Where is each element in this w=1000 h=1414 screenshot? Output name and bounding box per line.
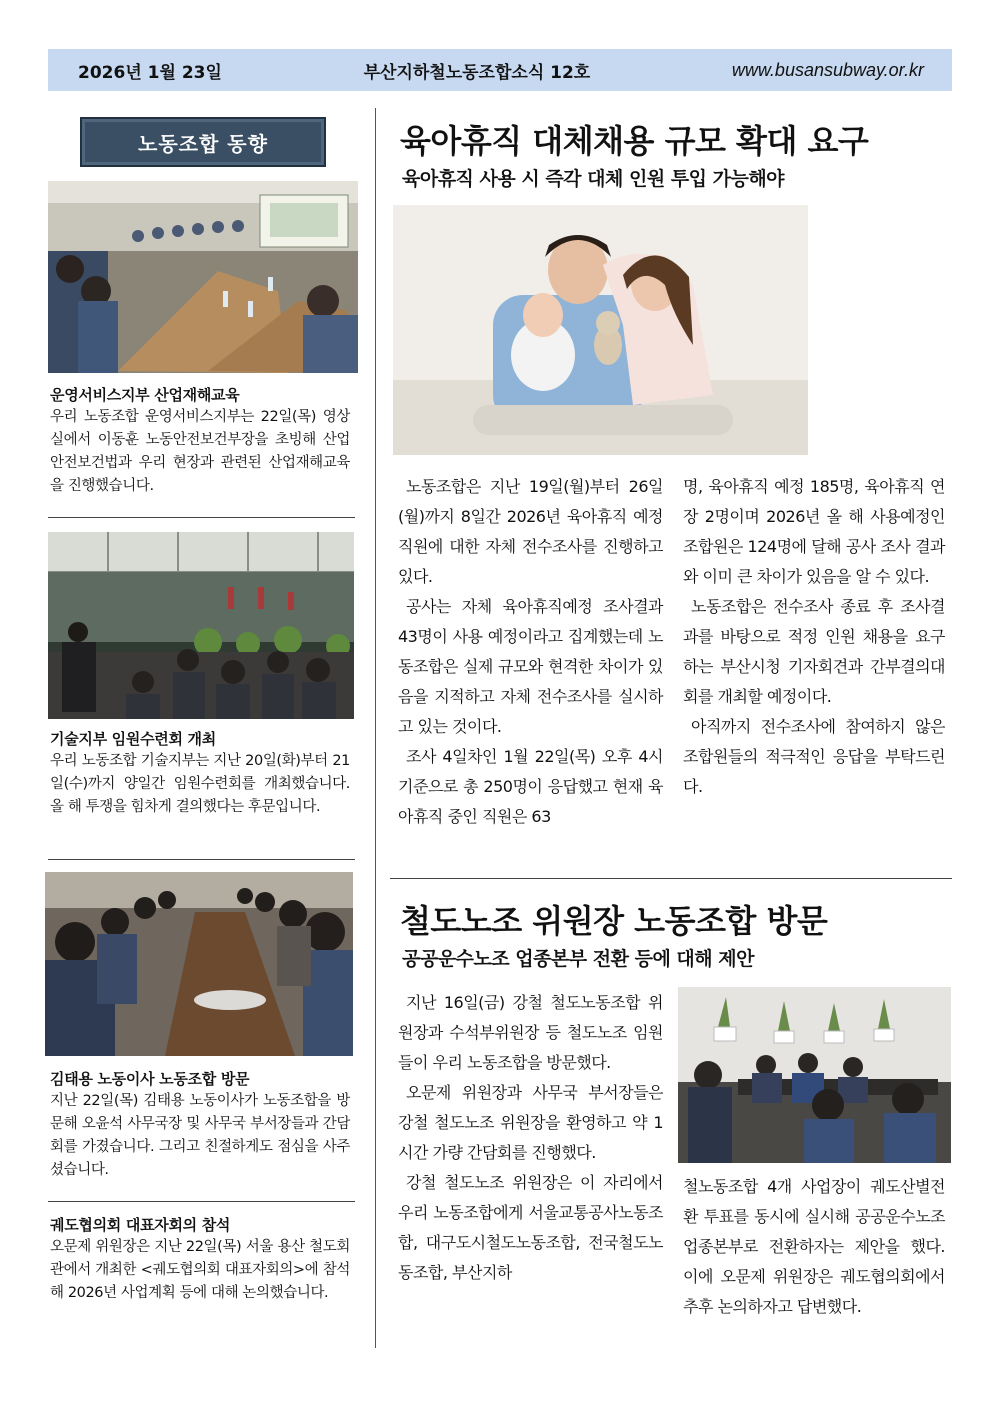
article-subtitle: 공공운수노조 업종본부 전환 등에 대해 제안 xyxy=(402,948,754,970)
article-title: 철도노조 위원장 노동조합 방문 xyxy=(400,902,828,940)
news-item-body: 우리 노동조합 기술지부는 지난 20일(화)부터 21일(수)까지 양일간 임원수련회를 개최했습니다. 올 해 투쟁을 힘차게 결의했다는 후문입니다. xyxy=(50,753,350,815)
section-label: 노동조합 동향 xyxy=(80,117,326,167)
paragraph: 오문제 위원장과 사무국 부서장들은 강철 철도노조 위원장을 환영하고 약 1시간 가량 간담회를 진행했다. xyxy=(398,1083,663,1162)
website-link[interactable]: www.busansubway.or.kr xyxy=(731,59,924,80)
paragraph: 지난 16일(금) 강철 철도노동조합 위원장과 수석부위원장 등 철도노조 임원들이 우리 노동조합을 방문했다. xyxy=(398,993,663,1072)
paragraph: 공사는 자체 육아휴직예정 조사결과 43명이 사용 예정이라고 집계했는데 노동조합은 실제 규모와 현격한 차이가 있음을 지적하고 자체 전수조사를 실시하고 있는 것이다. xyxy=(398,597,663,736)
article2-column-2 xyxy=(683,1172,945,1322)
newsletter-header xyxy=(48,49,952,91)
paragraph: 철노동조합 4개 사업장이 궤도산별전환 투표를 동시에 실시해 공공운수노조 업종본부로 전환하자는 제안을 했다. 이에 오문제 위원장은 궤도협의회에서 추후 논의하자고 답변했다. xyxy=(683,1177,945,1316)
photo-safety-training xyxy=(48,181,358,373)
news-item-title: 김태용 노동이사 노동조합 방문 xyxy=(50,1070,250,1088)
article-divider xyxy=(390,878,952,879)
article1-column-2 xyxy=(683,472,945,802)
item-divider xyxy=(48,517,355,518)
news-item-title: 궤도협의회 대표자회의 참석 xyxy=(50,1216,231,1234)
item-divider xyxy=(48,859,355,860)
column-divider xyxy=(375,108,376,1348)
article1-column-1 xyxy=(398,472,663,832)
issue-date: 2026년 1월 23일 xyxy=(78,62,222,83)
news-item-title: 기술지부 임원수련회 개최 xyxy=(50,730,216,748)
paragraph: 노동조합은 전수조사 종료 후 조사결과를 바탕으로 적정 인원 채용을 요구하는 부산시청 기자회견과 간부결의대회를 개최할 예정이다. xyxy=(683,597,945,706)
paragraph: 조사 4일차인 1월 22일(목) 오후 4시 기준으로 총 250명이 응답했고 현재 육아휴직 중인 직원은 63 xyxy=(398,747,663,826)
news-item xyxy=(50,1068,350,1182)
article2-column-1 xyxy=(398,988,663,1288)
news-item-body: 오문제 위원장은 지난 22일(목) 서울 용산 철도회관에서 개최한 <궤도협의회 대표자회의>에 참석해 2026년 사업계획 등에 대해 논의했습니다. xyxy=(50,1239,350,1301)
news-item xyxy=(50,384,350,498)
paragraph: 명, 육아휴직 예정 185명, 육아휴직 연장 2명이며 2026년 올 해 사용예정인 조합원은 124명에 달해 공사 조사 결과와 이미 큰 차이가 있음을 알 수 있다. xyxy=(683,477,945,586)
paragraph: 강철 철도노조 위원장은 이 자리에서 우리 노동조합에게 서울교통공사노동조합, 대구도시철도노동조합, 전국철도노동조합, 부산지하 xyxy=(398,1173,663,1282)
paragraph: 노동조합은 지난 19일(월)부터 26일(월)까지 8일간 2026년 육아휴직 예정직원에 대한 자체 전수조사를 진행하고 있다. xyxy=(398,477,663,586)
news-item-body: 우리 노동조합 운영서비스지부는 22일(목) 영상실에서 이동훈 노동안전보건부장을 초빙해 산업안전보건법과 우리 현장과 관련된 산업재해교육을 진행했습니다. xyxy=(50,409,350,494)
item-divider xyxy=(48,1201,355,1202)
paragraph: 아직까지 전수조사에 참여하지 않은 조합원들의 적극적인 응답을 부탁드린다. xyxy=(683,717,945,796)
photo-family-parenting xyxy=(393,205,808,455)
article-title: 육아휴직 대체채용 규모 확대 요구 xyxy=(400,122,869,160)
news-item-body: 지난 22일(목) 김태용 노동이사가 노동조합을 방문해 오윤석 사무국장 및 사무국 부서장들과 간담회를 가졌습니다. 그리고 친절하게도 점심을 사주셨습니다. xyxy=(50,1093,350,1178)
news-item xyxy=(50,1214,350,1305)
news-item-title: 운영서비스지부 산업재해교육 xyxy=(50,386,240,404)
article-subtitle: 육아휴직 사용 시 즉각 대체 인원 투입 가능해야 xyxy=(402,168,785,190)
photo-labor-director-visit xyxy=(45,872,353,1056)
photo-railway-union-visit xyxy=(678,987,951,1163)
newsletter-name: 부산지하철노동조합소식 12호 xyxy=(363,62,591,83)
news-item xyxy=(50,728,350,819)
photo-retreat xyxy=(48,532,354,719)
